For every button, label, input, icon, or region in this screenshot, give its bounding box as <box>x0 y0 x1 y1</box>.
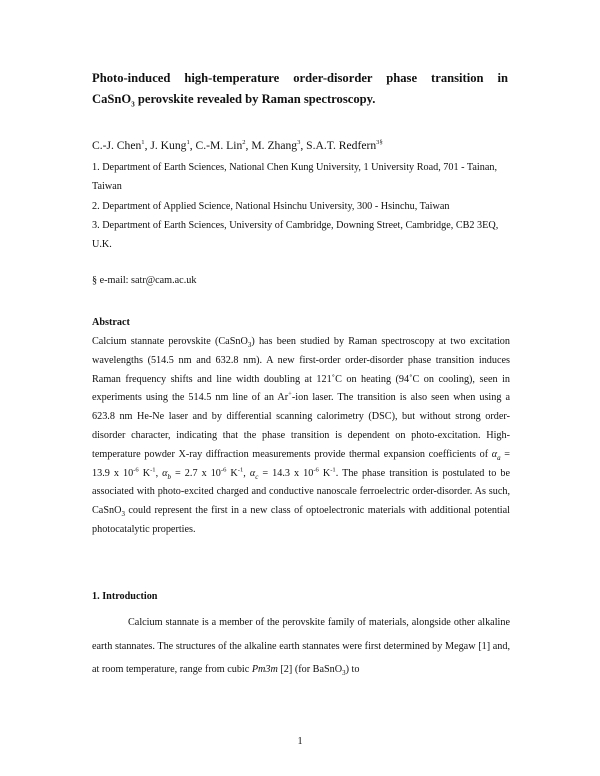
affiliation-2: 2. Department of Applied Science, National Hsinchu University, 300 - Hsinchu, Taiwan <box>92 201 450 212</box>
author: M. Zhang$^3$, <box>251 139 307 152</box>
affiliation-3: 3. Department of Earth Sciences, University of Cambridge, Downing Street, Cambridge, CB2 3EQ, U.K. <box>92 220 499 250</box>
author: S.A.T. Redfern$^{3\S}$ <box>306 139 383 152</box>
section-heading-introduction: 1. Introduction <box>92 591 158 602</box>
author: C.-J. Chen$^1$, <box>92 139 151 152</box>
author: J. Kung$^1$, <box>150 139 196 152</box>
abstract-heading: Abstract <box>92 317 130 328</box>
introduction-text: Calcium stannate is a member of the perovskite family of materials, alongside other alkaline earth stannates. The structures of the alkaline earth stannates were first determined by Megaw [1] and, at room temperature, range from cubic Pm3m [2] (for BaSnO$_3$) to <box>92 617 510 678</box>
affiliation-1: 1. Department of Earth Sciences, National Chen Kung University, 1 University Road, 701 - Tainan, Taiwan <box>92 162 497 192</box>
title-line-1: Photo-induced high-temperature order-disorder phase transition in <box>92 71 508 85</box>
page-number: 1 <box>297 736 303 747</box>
paper-title <box>92 68 508 110</box>
author-list <box>92 139 383 152</box>
title-line-2: CaSnO$_3$ perovskite revealed by Raman spectroscopy. <box>92 92 376 109</box>
author: C.-M. Lin$^2$, <box>195 139 252 152</box>
abstract-text: Calcium stannate perovskite (CaSnO$_3$) has been studied by Raman spectroscopy at two excitation wavelengths (514.5 nm and 632.8 nm). A new first-order order-disorder phase transition induces Raman frequency shifts and line width doubling at 121˚C on heating (94˚C on cooling), seen in experiments using the 514.5 nm line of an Ar+-ion laser. The transition is also seen when using a 623.8 nm He-Ne laser and by differential scanning calorimetry (DSC), but without strong order-disorder character, indicating that the phase transition is dependent on photo-excitation. High-temperature powder X-ray diffraction measurements provide thermal expansion coefficients of $\alpha_a = 13.9$ x $10^{-6}$ $K^{-1}$, $\alpha_b = 2.7$ x $10^{-6}$ $K^{-1}$, $\alpha_c = 14.3$ x $10^{-6}$ $K^{-1}$. The phase transition is postulated to be associated with photo-excited charged and conductive nanoscale ferroelectric order-disorder. As such, CaSnO$_3$ could represent the first in a new class of optoelectronic materials with additional potential photocatalytic properties. <box>92 336 511 535</box>
corresponding-email: § e-mail: satr@cam.ac.uk <box>92 275 197 286</box>
